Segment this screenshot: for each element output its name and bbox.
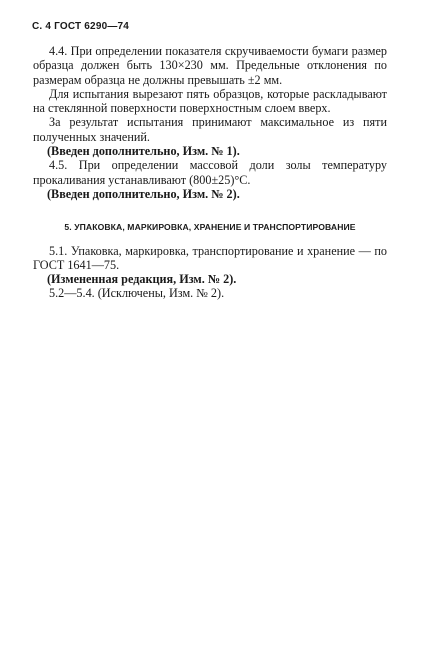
section-5-title: 5. УПАКОВКА, МАРКИРОВКА, ХРАНЕНИЕ И ТРАНСПОРТИРОВАНИЕ [64, 222, 356, 233]
paragraph-5-1: 5.1. Упаковка, маркировка, транспортирование и хранение — по ГОСТ 1641—75. [33, 243, 387, 272]
page-header: С. 4 ГОСТ 6290—74 [32, 21, 130, 32]
paragraph-4-5: 4.5. При определении массовой доли золы температуру прокаливания устанавливают (800±25)°С. [33, 158, 387, 187]
paragraph-4-4: 4.4. При определении показателя скручиваемости бумаги размер образца должен быть 130×230 мм. Предельные отклонения по размерам образца не должны превышать ±2 мм. [33, 44, 387, 87]
amendment-note-1: (Введен дополнительно, Изм. № 1). [47, 144, 240, 159]
paragraph-specimens: Для испытания вырезают пять образцов, которые раскладывают на стеклянной поверхности поверхностным слоем вверх. [33, 86, 387, 116]
amendment-note-3: (Измененная редакция, Изм. № 2). [47, 272, 237, 287]
paragraph-5-2-5-4: 5.2—5.4. (Исключены, Изм. № 2). [49, 286, 225, 301]
paragraph-result: За результат испытания принимают максимальное из пяти полученных значений. [33, 115, 387, 144]
amendment-note-2: (Введен дополнительно, Изм. № 2). [47, 186, 240, 201]
document-body [33, 44, 387, 301]
